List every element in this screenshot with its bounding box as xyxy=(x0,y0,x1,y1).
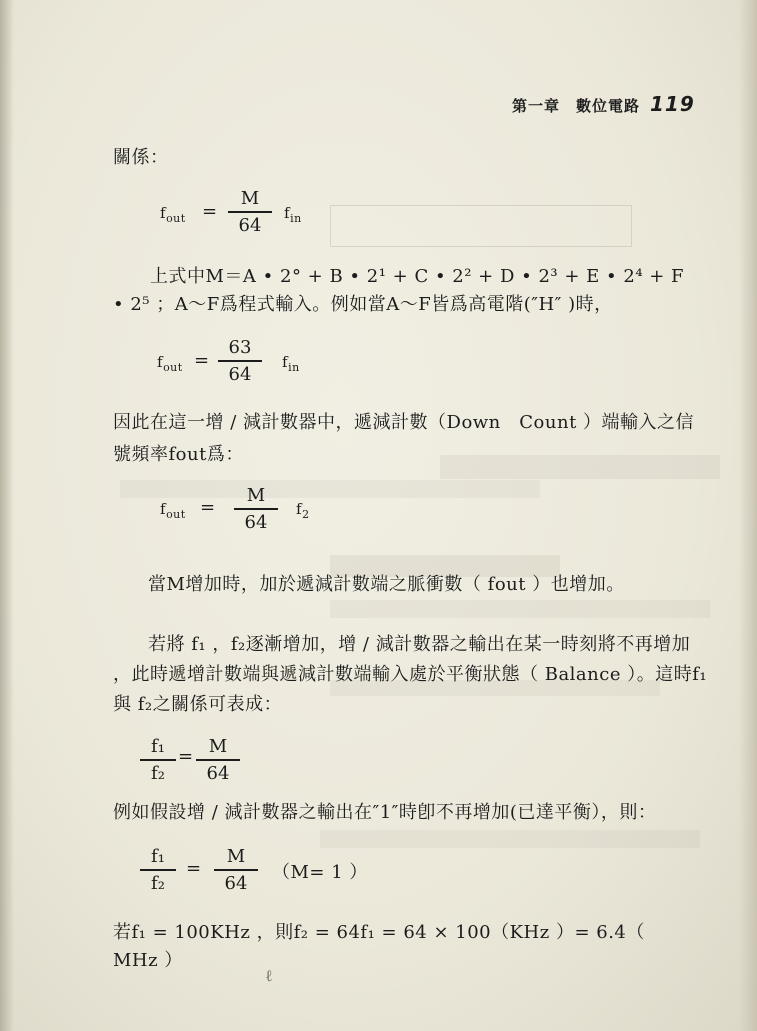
equals-sign: = xyxy=(194,350,210,371)
equation-rhs: $f_{in}$ xyxy=(284,204,302,225)
denominator: 64 xyxy=(214,869,258,894)
paragraph-line: 若將 f₁ ，f₂逐漸增加，增 / 減計數器之輸出在某一時刻將不再增加 xyxy=(148,634,691,655)
equation-rhs: $f_{in}$ xyxy=(282,353,300,374)
running-header xyxy=(512,92,695,116)
denominator: 64 xyxy=(218,360,262,385)
equation-rhs: $f_2$ xyxy=(296,500,310,521)
denominator: f₂ xyxy=(140,759,176,784)
numerator: M xyxy=(208,736,228,757)
denominator: f₂ xyxy=(140,869,176,894)
paragraph-line: • 2⁵ ；A～F爲程式輸入。例如當A～F皆爲高電階(″H″ )時， xyxy=(113,294,613,315)
paper-speck: ℓ xyxy=(265,966,273,985)
fraction-left xyxy=(140,846,176,894)
fraction xyxy=(228,188,272,236)
page-number: 119 xyxy=(650,92,695,116)
fraction-right xyxy=(214,846,258,894)
denominator: 64 xyxy=(228,211,272,236)
equals-sign: = xyxy=(178,746,194,767)
bleed-through-text xyxy=(440,455,720,479)
equation-lhs: $f_{out}$ xyxy=(160,204,186,225)
bleed-through-diagram xyxy=(330,205,632,247)
page-edge-shadow xyxy=(739,0,757,1031)
equation-condition: （M= 1 ） xyxy=(272,862,368,883)
denominator: 64 xyxy=(196,759,240,784)
numerator: f₁ xyxy=(151,846,165,867)
numerator: M xyxy=(240,188,260,209)
equation-lhs: $f_{out}$ xyxy=(160,500,186,521)
equation-lhs: $f_{out}$ xyxy=(157,353,183,374)
numerator: M xyxy=(226,846,246,867)
fraction-left xyxy=(140,736,176,784)
numerator: M xyxy=(246,485,266,506)
paragraph-line: 與 f₂之關係可表成： xyxy=(113,694,283,715)
fraction xyxy=(218,337,262,385)
paragraph-line: 若f₁ = 100KHz ，則f₂ = 64f₁ = 64 × 100（KHz ）= 6.4（ xyxy=(113,922,645,943)
paragraph-line: 上式中M＝A • 2° + B • 2¹ + C • 2² + D • 2³ + E • 2⁴ + F xyxy=(150,266,685,287)
bleed-through-text xyxy=(120,480,540,498)
bleed-through-text xyxy=(320,830,700,848)
paragraph-line: 例如假設增 / 減計數器之輸出在″1″時卽不再增加(已達平衡），則： xyxy=(113,802,657,823)
equals-sign: = xyxy=(200,497,216,518)
fraction-right xyxy=(196,736,240,784)
equals-sign: = xyxy=(202,201,218,222)
paragraph-line: MHz ） xyxy=(113,950,183,971)
numerator: f₁ xyxy=(151,736,165,757)
equals-sign: = xyxy=(186,858,202,879)
denominator: 64 xyxy=(234,508,278,533)
paragraph-line: 因此在這一增 / 減計數器中，遞減計數（Down Count ）端輸入之信 xyxy=(113,412,695,433)
bleed-through-text xyxy=(330,600,710,618)
relation-label: 關係： xyxy=(113,147,169,168)
chapter-title: 第一章 數位電路 xyxy=(512,97,641,115)
paragraph-line: ，此時遞增計數端與遞減計數端輸入處於平衡狀態（ Balance ）。這時f₁ xyxy=(113,664,708,685)
fraction xyxy=(234,485,278,533)
paragraph-line: 號頻率fout爲： xyxy=(113,444,244,465)
paragraph-line: 當M增加時，加於遞減計數端之脈衝數（ fout ）也增加。 xyxy=(148,574,625,595)
numerator: 63 xyxy=(228,337,252,358)
page-gutter-shadow xyxy=(0,0,14,1031)
